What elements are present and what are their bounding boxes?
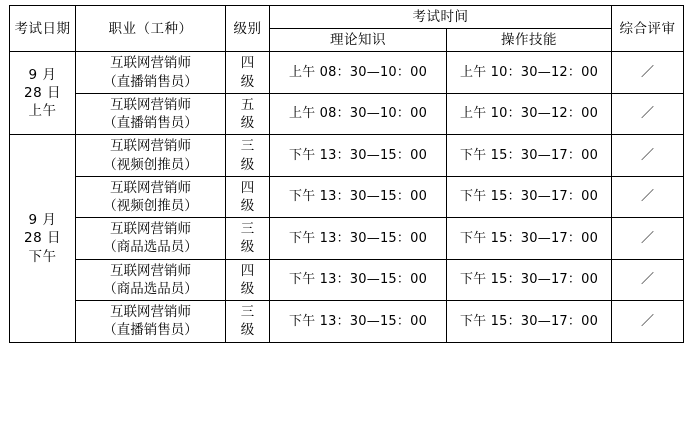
- table-row: [10, 135, 684, 176]
- cell-level: [226, 259, 270, 300]
- cell-theory-time: 上午 08：30—10：00: [270, 52, 447, 93]
- level-line: 级: [240, 197, 255, 214]
- occupation-line: 互联网营销师: [110, 138, 191, 155]
- level-line: 三: [240, 304, 255, 321]
- cell-occupation: [76, 176, 226, 217]
- occupation-line: 互联网营销师: [110, 221, 191, 238]
- table-row: [10, 176, 684, 217]
- cell-skill-time: 下午 15：30—17：00: [447, 259, 612, 300]
- occupation-line: （商品选品员）: [103, 239, 198, 256]
- cell-theory-time: 下午 13：30—15：00: [270, 259, 447, 300]
- cell-final-review: ／: [612, 259, 684, 300]
- occupation-line: 互联网营销师: [110, 96, 191, 113]
- header-theory: 理论知识: [270, 29, 447, 52]
- cell-skill-time: 下午 15：30—17：00: [447, 301, 612, 342]
- cell-occupation: [76, 301, 226, 342]
- cell-theory-time: 下午 13：30—15：00: [270, 176, 447, 217]
- table-row: [10, 218, 684, 259]
- table-row: [10, 52, 684, 93]
- occupation-line: 互联网营销师: [110, 262, 191, 279]
- level-line: 三: [240, 221, 255, 238]
- cell-skill-time: 下午 15：30—17：00: [447, 135, 612, 176]
- cell-final-review: ／: [612, 176, 684, 217]
- occupation-line: （视频创推员）: [103, 156, 198, 173]
- level-line: 级: [240, 73, 255, 90]
- cell-level: [226, 301, 270, 342]
- cell-final-review: ／: [612, 135, 684, 176]
- exam-date-line: 上午: [28, 103, 57, 120]
- level-line: 级: [240, 115, 255, 132]
- occupation-line: 互联网营销师: [110, 304, 191, 321]
- table-body: [10, 52, 684, 342]
- cell-occupation: [76, 218, 226, 259]
- cell-final-review: ／: [612, 301, 684, 342]
- cell-occupation: [76, 52, 226, 93]
- cell-theory-time: 下午 13：30—15：00: [270, 301, 447, 342]
- occupation-line: （视频创推员）: [103, 197, 198, 214]
- level-line: 级: [240, 156, 255, 173]
- cell-theory-time: 下午 13：30—15：00: [270, 218, 447, 259]
- cell-level: [226, 176, 270, 217]
- header-occupation: 职业（工种）: [76, 6, 226, 52]
- exam-date-line: 28 日: [24, 85, 61, 102]
- cell-occupation: [76, 135, 226, 176]
- cell-skill-time: 下午 15：30—17：00: [447, 218, 612, 259]
- cell-level: [226, 218, 270, 259]
- exam-schedule-table: [9, 5, 684, 343]
- cell-theory-time: 上午 08：30—10：00: [270, 93, 447, 134]
- cell-final-review: ／: [612, 93, 684, 134]
- table-row: [10, 259, 684, 300]
- cell-skill-time: 下午 15：30—17：00: [447, 176, 612, 217]
- table-header: [10, 6, 684, 52]
- header-final-review: 综合评审: [612, 6, 684, 52]
- header-date-line1: 考试日期: [14, 20, 71, 37]
- table-row: [10, 301, 684, 342]
- cell-skill-time: 上午 10：30—12：00: [447, 52, 612, 93]
- exam-date-line: 下午: [28, 248, 57, 265]
- cell-skill-time: 上午 10：30—12：00: [447, 93, 612, 134]
- header-skill: 操作技能: [447, 29, 612, 52]
- exam-date-line: 28 日: [24, 230, 61, 247]
- level-line: 四: [240, 179, 255, 196]
- cell-final-review: ／: [612, 218, 684, 259]
- document-page: [0, 5, 692, 433]
- exam-date-line: 9 月: [28, 212, 57, 229]
- cell-final-review: ／: [612, 52, 684, 93]
- level-line: 级: [240, 280, 255, 297]
- occupation-line: 互联网营销师: [110, 55, 191, 72]
- cell-level: [226, 93, 270, 134]
- occupation-line: （直播销售员）: [103, 73, 198, 90]
- cell-level: [226, 52, 270, 93]
- level-line: 级: [240, 239, 255, 256]
- occupation-line: （直播销售员）: [103, 322, 198, 339]
- level-line: 四: [240, 262, 255, 279]
- header-date: [10, 6, 76, 52]
- level-line: 四: [240, 55, 255, 72]
- level-line: 五: [240, 96, 255, 113]
- table-row: [10, 93, 684, 134]
- occupation-line: （商品选品员）: [103, 280, 198, 297]
- cell-occupation: [76, 259, 226, 300]
- level-line: 级: [240, 322, 255, 339]
- cell-exam-date: [10, 135, 76, 342]
- cell-theory-time: 下午 13：30—15：00: [270, 135, 447, 176]
- header-exam-time: 考试时间: [270, 6, 612, 29]
- cell-exam-date: [10, 52, 76, 135]
- exam-date-line: 9 月: [28, 67, 57, 84]
- header-level: 级别: [226, 6, 270, 52]
- occupation-line: 互联网营销师: [110, 179, 191, 196]
- cell-occupation: [76, 93, 226, 134]
- header-row-top: [10, 6, 684, 29]
- level-line: 三: [240, 138, 255, 155]
- occupation-line: （直播销售员）: [103, 115, 198, 132]
- cell-level: [226, 135, 270, 176]
